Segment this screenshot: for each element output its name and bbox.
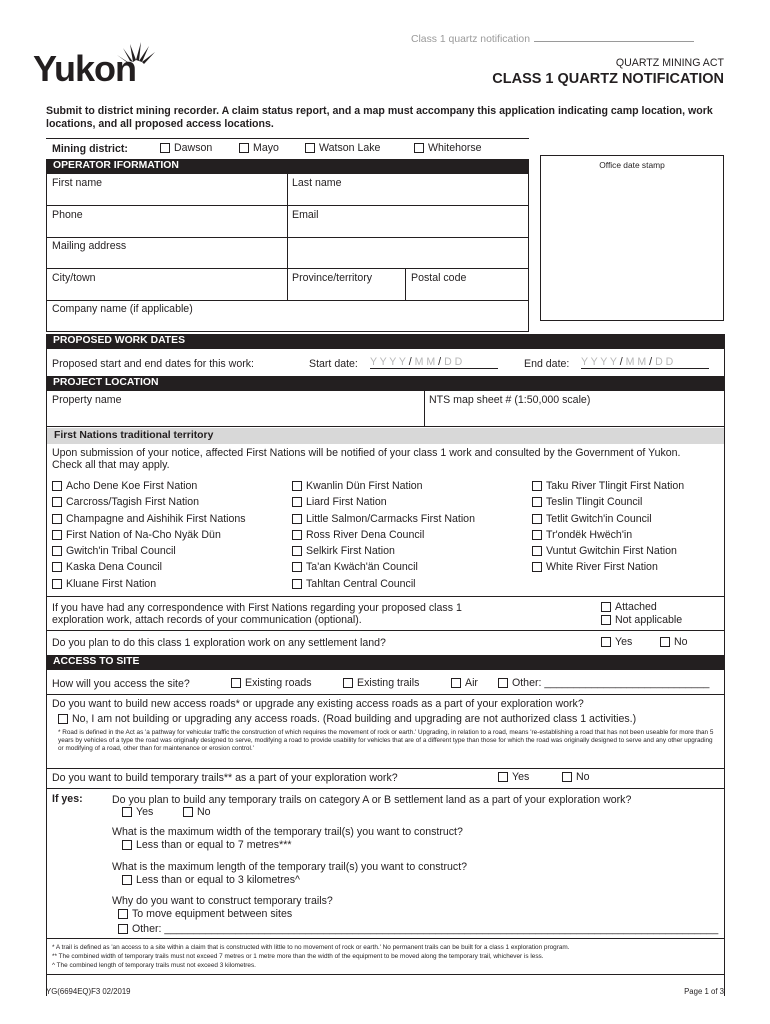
logo-wordmark: Yukon <box>33 48 137 89</box>
first-nations-intro: Upon submission of your notice, affected First Nations will be notified of your class 1 work and consulted by the Government of Yukon. Check all that may apply. <box>52 447 681 471</box>
trails-yes-checkbox[interactable]: Yes <box>498 771 529 783</box>
page-number: Page 1 of 3 <box>684 987 724 996</box>
fn-checkbox[interactable]: Kluane First Nation <box>52 578 156 590</box>
postal-code-field[interactable] <box>407 285 526 299</box>
fn-checkbox[interactable]: First Nation of Na-Cho Nyäk Dün <box>52 529 221 541</box>
district-watson-lake-checkbox[interactable]: Watson Lake <box>305 142 380 154</box>
access-heading: ACCESS TO SITE <box>46 655 725 670</box>
fn-checkbox[interactable]: Ta'an Kwäch'än Council <box>292 561 418 573</box>
mailing-address-field[interactable] <box>48 253 526 267</box>
work-dates-heading: PROPOSED WORK DATES <box>46 334 725 349</box>
intro-text: Submit to district mining recorder. A claim status report, and a map must accompany this application indicating camp location, work locations, and all proposed access locations. <box>46 105 713 130</box>
air-checkbox[interactable]: Air <box>451 677 478 689</box>
other-reason-checkbox[interactable]: Other: ______________________________________________________________________________________________ <box>118 923 722 935</box>
end-date-field[interactable]: Y Y Y Y / M M / D D <box>581 356 709 369</box>
access-how-question: How will you access the site? <box>52 678 190 690</box>
city-field[interactable] <box>48 285 285 299</box>
district-whitehorse-checkbox[interactable]: Whitehorse <box>414 142 482 154</box>
road-definition-note: * Road is defined in the Act as 'a pathway for vehicular traffic the construction of which requires the movement of rock or earth.' Upgrading, in relation to a road, means 're-establishing a road that has not been useable for more than 5 years by vehicles of a type the road was originally designed to serve, modifying a road to provide usability for vehicles that are of a different type than those for which the road was originally designed to serve and any other upgrading or modifying of a road, other than for maintenance or erosion control.' <box>58 729 714 752</box>
province-label: Province/territory <box>292 272 373 284</box>
footnote-trail: * A trail is defined as 'an access to a site within a claim that is constructed with little to no movement of rock or earth.' No permanent trails can be built for a class 1 exploration program. <box>52 944 570 951</box>
province-field[interactable] <box>289 285 403 299</box>
fn-checkbox[interactable]: Gwitch'in Tribal Council <box>52 545 176 557</box>
settlement-trails-no-checkbox[interactable]: No <box>183 806 211 818</box>
attached-checkbox[interactable]: Attached <box>601 601 657 613</box>
fn-checkbox[interactable]: Tr'ondëk Hwëch'in <box>532 529 632 541</box>
no-roads-checkbox[interactable]: No, I am not building or upgrading any access roads. (Road building and upgrading are not authorized class 1 activities.) <box>58 713 636 725</box>
company-name-label: Company name (if applicable) <box>52 303 193 315</box>
fn-checkbox[interactable]: White River First Nation <box>532 561 658 573</box>
act-name: QUARTZ MINING ACT <box>615 57 724 69</box>
settlement-no-checkbox[interactable]: No <box>660 636 688 648</box>
last-name-label: Last name <box>292 177 342 189</box>
postal-code-label: Postal code <box>411 272 467 284</box>
fn-checkbox[interactable]: Selkirk First Nation <box>292 545 395 557</box>
start-date-field[interactable]: Y Y Y Y / M M / D D <box>370 356 498 369</box>
fn-checkbox[interactable]: Vuntut Gwitchin First Nation <box>532 545 677 557</box>
existing-roads-checkbox[interactable]: Existing roads <box>231 677 312 689</box>
phone-field[interactable] <box>48 222 285 236</box>
office-stamp-box <box>540 155 724 321</box>
fn-checkbox[interactable]: Ross River Dena Council <box>292 529 424 541</box>
last-name-field[interactable] <box>289 190 526 204</box>
trail-width-checkbox[interactable]: Less than or equal to 7 metres*** <box>122 839 291 851</box>
not-applicable-checkbox[interactable]: Not applicable <box>601 614 682 626</box>
fn-checkbox[interactable]: Tahltan Central Council <box>292 578 416 590</box>
fn-checkbox[interactable]: Kaska Dena Council <box>52 561 162 573</box>
fn-checkbox[interactable]: Liard First Nation <box>292 496 387 508</box>
first-name-field[interactable] <box>48 190 285 204</box>
form-code: YG(6694EQ)F3 02/2019 <box>46 987 131 996</box>
phone-label: Phone <box>52 209 83 221</box>
fn-checkbox[interactable]: Tetlit Gwitch'in Council <box>532 513 652 525</box>
roads-question: Do you want to build new access roads* or upgrade any existing access roads as a part of your exploration work? <box>52 698 584 710</box>
trail-length-checkbox[interactable]: Less than or equal to 3 kilometres^ <box>122 874 300 886</box>
footnote-length: ^ The combined length of temporary trails must not exceed 3 kilometres. <box>52 962 256 969</box>
fn-checkbox[interactable]: Champagne and Aishihik First Nations <box>52 513 246 525</box>
trail-reason-question: Why do you want to construct temporary trails? <box>112 895 333 907</box>
running-title: Class 1 quartz notification <box>411 34 694 45</box>
operator-heading: OPERATOR IFORMATION <box>46 159 529 174</box>
email-label: Email <box>292 209 319 221</box>
first-name-label: First name <box>52 177 103 189</box>
office-stamp-label: Office date stamp <box>599 160 665 170</box>
email-field[interactable] <box>289 222 526 236</box>
form-title: CLASS 1 QUARTZ NOTIFICATION <box>492 71 724 87</box>
mailing-address-label: Mailing address <box>52 240 127 252</box>
fn-checkbox[interactable]: Taku River Tlingit First Nation <box>532 480 684 492</box>
nts-field[interactable] <box>426 408 722 424</box>
footnote-width: ** The combined width of temporary trails must not exceed 7 metres or 1 metre more than the width of the equipment to be moved along the temporary trail, whichever is less. <box>52 953 544 960</box>
trail-length-question: What is the maximum length of the temporary trail(s) you want to construct? <box>112 861 468 873</box>
company-name-field[interactable] <box>48 316 526 330</box>
fn-checkbox[interactable]: Carcross/Tagish First Nation <box>52 496 199 508</box>
start-date-label: Start date: <box>309 358 358 370</box>
fn-checkbox[interactable]: Kwanlin Dün First Nation <box>292 480 423 492</box>
settlement-yes-checkbox[interactable]: Yes <box>601 636 632 648</box>
trails-question: Do you want to build temporary trails** as a part of your exploration work? <box>52 772 398 784</box>
fn-checkbox[interactable]: Little Salmon/Carmacks First Nation <box>292 513 475 525</box>
yukon-logo <box>33 40 173 88</box>
trails-no-checkbox[interactable]: No <box>562 771 590 783</box>
existing-trails-checkbox[interactable]: Existing trails <box>343 677 419 689</box>
trail-width-question: What is the maximum width of the temporary trail(s) you want to construct? <box>112 826 463 838</box>
fn-checkbox[interactable]: Teslin Tlingit Council <box>532 496 642 508</box>
property-name-field[interactable] <box>48 408 422 424</box>
city-label: City/town <box>52 272 96 284</box>
nts-label: NTS map sheet # (1:50,000 scale) <box>429 394 591 406</box>
settlement-trails-yes-checkbox[interactable]: Yes <box>122 806 153 818</box>
mining-district-label: Mining district: <box>52 143 128 155</box>
district-mayo-checkbox[interactable]: Mayo <box>239 142 279 154</box>
first-nations-heading: First Nations traditional territory <box>47 428 724 444</box>
correspondence-question: If you have had any correspondence with First Nations regarding your proposed class 1 exploration work, attach records of your communication (optional). <box>52 602 462 626</box>
district-dawson-checkbox[interactable]: Dawson <box>160 142 212 154</box>
move-equipment-checkbox[interactable]: To move equipment between sites <box>118 908 292 920</box>
if-yes-label: If yes: <box>52 793 83 805</box>
end-date-label: End date: <box>524 358 570 370</box>
dates-label: Proposed start and end dates for this work: <box>52 358 254 370</box>
project-location-heading: PROJECT LOCATION <box>46 376 725 391</box>
settlement-land-question: Do you plan to do this class 1 exploration work on any settlement land? <box>52 637 386 649</box>
fn-checkbox[interactable]: Acho Dene Koe First Nation <box>52 480 197 492</box>
other-access-checkbox[interactable]: Other: ____________________________ <box>498 677 709 689</box>
property-name-label: Property name <box>52 394 122 406</box>
settlement-trails-question: Do you plan to build any temporary trails on category A or B settlement land as a part of your exploration work? <box>112 794 632 806</box>
